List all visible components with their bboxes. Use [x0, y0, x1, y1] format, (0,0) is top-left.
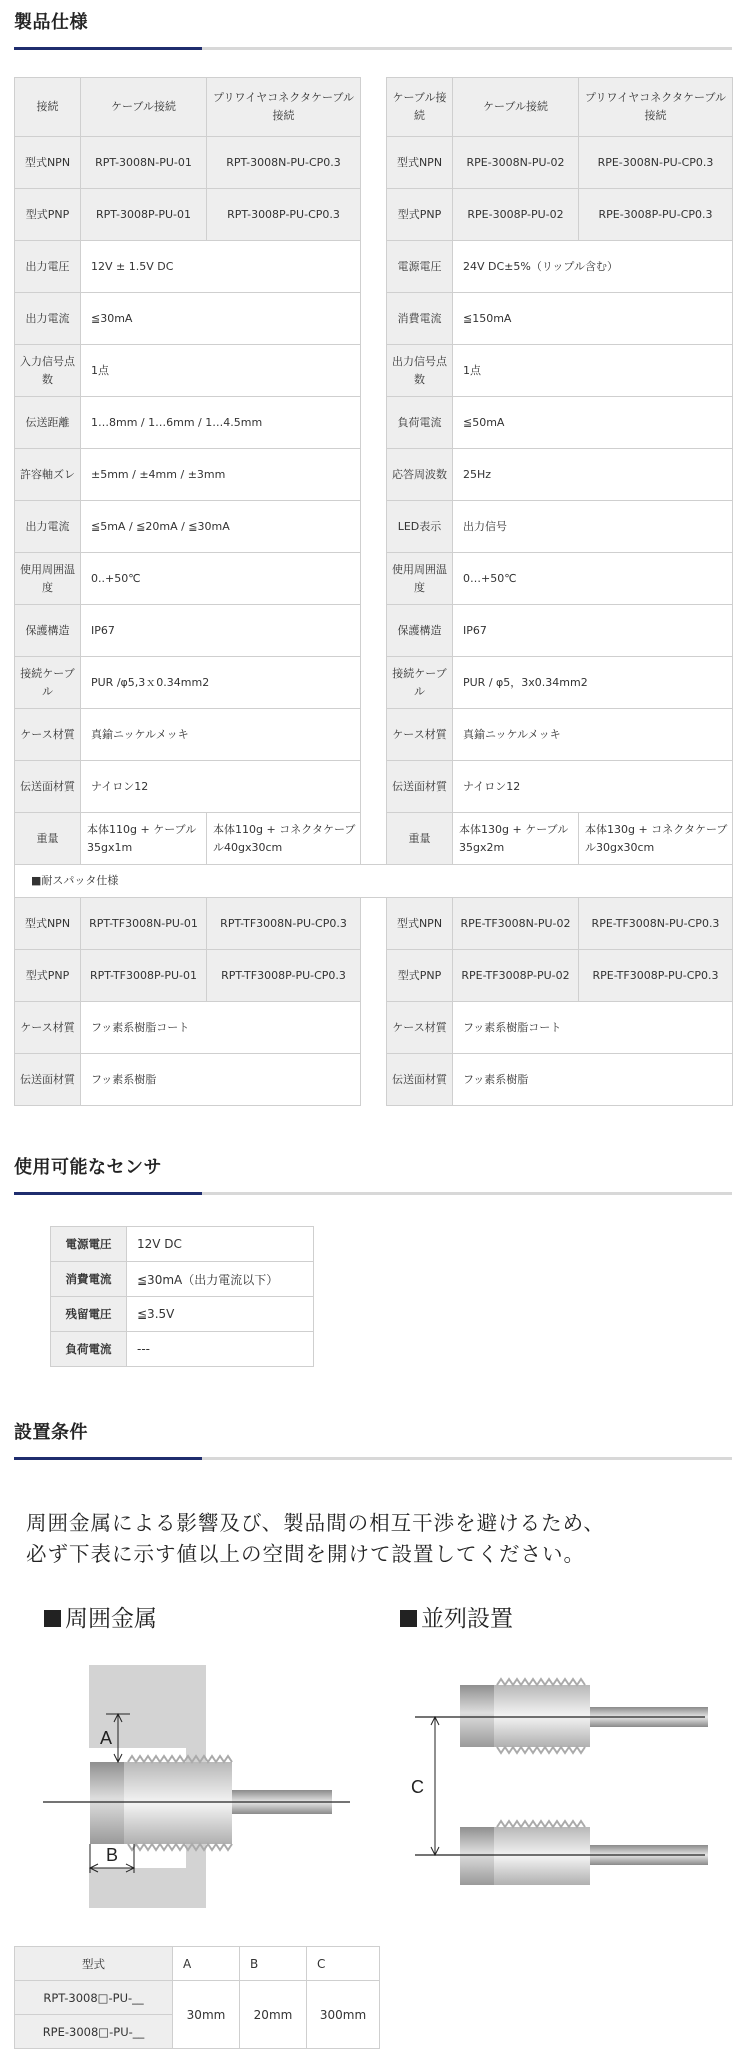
table-row — [15, 345, 733, 397]
row-label: 消費電流 — [51, 1262, 127, 1297]
square-bullet-icon — [400, 1610, 417, 1627]
row-label: 接続ケーブル — [387, 657, 453, 709]
model-rpt: RPT-3008□-PU-__ — [15, 1981, 173, 2015]
header-pigtail-left: プリワイヤコネクタケーブル接続 — [207, 78, 361, 137]
row-label: 入力信号点数 — [15, 345, 81, 397]
table-row — [15, 449, 733, 501]
fig-parallel-title: 並列設置 — [400, 1600, 513, 1633]
row-label: 消費電流 — [387, 293, 453, 345]
anti-spatter-row — [15, 865, 733, 898]
row-value: ナイロン12 — [81, 761, 361, 813]
row-label: ケース材質 — [387, 709, 453, 761]
table-row — [15, 1981, 380, 2015]
square-bullet-icon — [44, 1610, 61, 1627]
row-value: ≦3.5V — [127, 1297, 314, 1332]
row-value: ≦30mA（出力電流以下） — [127, 1262, 314, 1297]
row-label: 型式NPN — [15, 898, 81, 950]
row-label: 伝送面材質 — [15, 1054, 81, 1106]
row-label: 出力電圧 — [15, 241, 81, 293]
spec-title: 製品仕様 — [14, 12, 88, 33]
table-row — [15, 241, 733, 293]
table-row — [51, 1227, 314, 1262]
value-b: 20mm — [240, 1981, 307, 2049]
row-label: 伝送面材質 — [15, 761, 81, 813]
install-intro — [26, 1508, 605, 1570]
row-label: ケース材質 — [387, 1002, 453, 1054]
model-cell: RPT-3008P-PU-CP0.3 — [207, 189, 361, 241]
model-cell: RPE-3008N-PU-02 — [453, 137, 579, 189]
weight-cable-right: 本体130g + ケーブル35gx2m — [453, 813, 579, 865]
row-label: 負荷電流 — [51, 1332, 127, 1367]
spec-table — [14, 77, 733, 1106]
model-cell: RPT-TF3008N-PU-CP0.3 — [207, 898, 361, 950]
model-cell: RPE-TF3008N-PU-02 — [453, 898, 579, 950]
row-value: 0…+50℃ — [453, 553, 733, 605]
row-value: ±5mm / ±4mm / ±3mm — [81, 449, 361, 501]
header-connection-right: ケーブル接続 — [387, 78, 453, 137]
table-row — [15, 605, 733, 657]
sensor-table — [50, 1226, 314, 1367]
row-value: 25Hz — [453, 449, 733, 501]
weight-pigtail-left: 本体110g + コネクタケーブル40gx30cm — [207, 813, 361, 865]
row-value: 0..+50℃ — [81, 553, 361, 605]
weight-pigtail-right: 本体130g + コネクタケーブル30gx30cm — [579, 813, 733, 865]
weight-cable-left: 本体110g + ケーブル35gx1m — [81, 813, 207, 865]
row-value: 1点 — [81, 345, 361, 397]
anti-spatter-note: ■耐スパッタ仕様 — [15, 865, 733, 898]
row-value: ≦5mA / ≦20mA / ≦30mA — [81, 501, 361, 553]
row-label: ケース材質 — [15, 1002, 81, 1054]
surrounding-metal-diagram — [38, 1665, 358, 1925]
dim-b-label: B — [106, 1845, 119, 1865]
sensors-title: 使用可能なセンサ — [14, 1157, 162, 1178]
spec-header-row — [15, 78, 733, 137]
header-model: 型式 — [15, 1947, 173, 1981]
model-cell: RPT-3008P-PU-01 — [81, 189, 207, 241]
header-c: C — [307, 1947, 380, 1981]
table-row-weight — [15, 813, 733, 865]
intro-line-2: 必ず下表に示す値以上の空間を開けて設置してください。 — [26, 1542, 585, 1566]
row-label: 電源電圧 — [387, 241, 453, 293]
row-label: 型式NPN — [387, 137, 453, 189]
row-label: 許容軸ズレ — [15, 449, 81, 501]
header-b: B — [240, 1947, 307, 1981]
table-row — [15, 293, 733, 345]
value-c: 300mm — [307, 1981, 380, 2049]
table-row — [15, 709, 733, 761]
row-label: 伝送距離 — [15, 397, 81, 449]
row-label: 使用周囲温度 — [15, 553, 81, 605]
model-cell: RPT-TF3008N-PU-01 — [81, 898, 207, 950]
row-label: 型式NPN — [387, 898, 453, 950]
row-label: 型式PNP — [387, 189, 453, 241]
header-a: A — [173, 1947, 240, 1981]
install-title: 設置条件 — [14, 1422, 88, 1443]
row-value: 1…8mm / 1…6mm / 1…4.5mm — [81, 397, 361, 449]
table-header-row — [15, 1947, 380, 1981]
row-value: 1点 — [453, 345, 733, 397]
model-cell: RPE-3008P-PU-CP0.3 — [579, 189, 733, 241]
row-value: 24V DC±5%（リップル含む） — [453, 241, 733, 293]
value-a: 30mm — [173, 1981, 240, 2049]
model-cell: RPE-3008P-PU-02 — [453, 189, 579, 241]
model-cell: RPE-TF3008P-PU-CP0.3 — [579, 950, 733, 1002]
table-row — [15, 898, 733, 950]
model-rpe: RPE-3008□-PU-__ — [15, 2015, 173, 2049]
row-label: 保護構造 — [387, 605, 453, 657]
sensor-body — [124, 1762, 232, 1844]
row-label: 保護構造 — [15, 605, 81, 657]
table-row — [51, 1297, 314, 1332]
row-label: 電源電圧 — [51, 1227, 127, 1262]
dim-c-label: C — [411, 1777, 424, 1797]
table-row — [51, 1332, 314, 1367]
row-value: フッ素系樹脂 — [81, 1054, 361, 1106]
row-value: 12V DC — [127, 1227, 314, 1262]
parallel-install-diagram — [405, 1665, 715, 1885]
row-value: ≦150mA — [453, 293, 733, 345]
row-label: 伝送面材質 — [387, 1054, 453, 1106]
model-cell: RPE-TF3008P-PU-02 — [453, 950, 579, 1002]
row-value: ≦30mA — [81, 293, 361, 345]
row-label: 応答周波数 — [387, 449, 453, 501]
row-label: 伝送面材質 — [387, 761, 453, 813]
row-value: PUR / φ5，3x0.34mm2 — [453, 657, 733, 709]
row-label: 出力信号点数 — [387, 345, 453, 397]
model-cell: RPT-TF3008P-PU-CP0.3 — [207, 950, 361, 1002]
header-cable-left: ケーブル接続 — [81, 78, 207, 137]
bottom-sensor — [460, 1821, 708, 1885]
row-label: 型式PNP — [387, 950, 453, 1002]
row-label: 型式NPN — [15, 137, 81, 189]
row-label: 出力電流 — [15, 293, 81, 345]
dim-a-label: A — [100, 1728, 113, 1748]
table-row — [15, 950, 733, 1002]
table-row — [15, 137, 733, 189]
row-label: 型式PNP — [15, 950, 81, 1002]
clearance-table — [14, 1946, 380, 2049]
spec-title-underline — [14, 47, 732, 50]
row-label: 型式PNP — [15, 189, 81, 241]
model-cell: RPT-TF3008P-PU-01 — [81, 950, 207, 1002]
model-cell: RPE-TF3008N-PU-CP0.3 — [579, 898, 733, 950]
table-row — [15, 1002, 733, 1054]
row-value: ≦50mA — [453, 397, 733, 449]
top-sensor — [460, 1679, 708, 1753]
sensors-title-underline — [14, 1192, 732, 1195]
row-value: PUR /φ5,3ｘ0.34mm2 — [81, 657, 361, 709]
row-value: フッ素系樹脂コート — [453, 1002, 733, 1054]
header-pigtail-right: プリワイヤコネクタケーブル接続 — [579, 78, 733, 137]
model-cell: RPT-3008N-PU-CP0.3 — [207, 137, 361, 189]
row-label: ケース材質 — [15, 709, 81, 761]
table-row — [15, 553, 733, 605]
table-row — [15, 189, 733, 241]
row-value: --- — [127, 1332, 314, 1367]
row-value: フッ素系樹脂 — [453, 1054, 733, 1106]
model-cell: RPE-3008N-PU-CP0.3 — [579, 137, 733, 189]
row-value: 出力信号 — [453, 501, 733, 553]
row-label: 残留電圧 — [51, 1297, 127, 1332]
table-row — [15, 1054, 733, 1106]
row-label: 接続ケーブル — [15, 657, 81, 709]
header-connection-left: 接続 — [15, 78, 81, 137]
install-title-underline — [14, 1457, 732, 1460]
row-value: IP67 — [453, 605, 733, 657]
sensor-face — [90, 1762, 124, 1844]
table-row — [15, 397, 733, 449]
table-row — [15, 657, 733, 709]
row-value: フッ素系樹脂コート — [81, 1002, 361, 1054]
table-row — [51, 1262, 314, 1297]
table-row — [15, 761, 733, 813]
row-label: 重量 — [15, 813, 81, 865]
intro-line-1: 周囲金属による影響及び、製品間の相互干渉を避けるため、 — [26, 1511, 605, 1535]
row-label: 重量 — [387, 813, 453, 865]
row-label: 負荷電流 — [387, 397, 453, 449]
table-row — [15, 501, 733, 553]
row-value: 真鍮ニッケルメッキ — [453, 709, 733, 761]
header-cable-right: ケーブル接続 — [453, 78, 579, 137]
fig-surrounding-metal-title: 周囲金属 — [44, 1600, 157, 1633]
model-cell: RPT-3008N-PU-01 — [81, 137, 207, 189]
row-value: 12V ± 1.5V DC — [81, 241, 361, 293]
row-value: ナイロン12 — [453, 761, 733, 813]
row-value: 真鍮ニッケルメッキ — [81, 709, 361, 761]
row-label: 出力電流 — [15, 501, 81, 553]
row-label: 使用周囲温度 — [387, 553, 453, 605]
row-value: IP67 — [81, 605, 361, 657]
row-label: LED表示 — [387, 501, 453, 553]
